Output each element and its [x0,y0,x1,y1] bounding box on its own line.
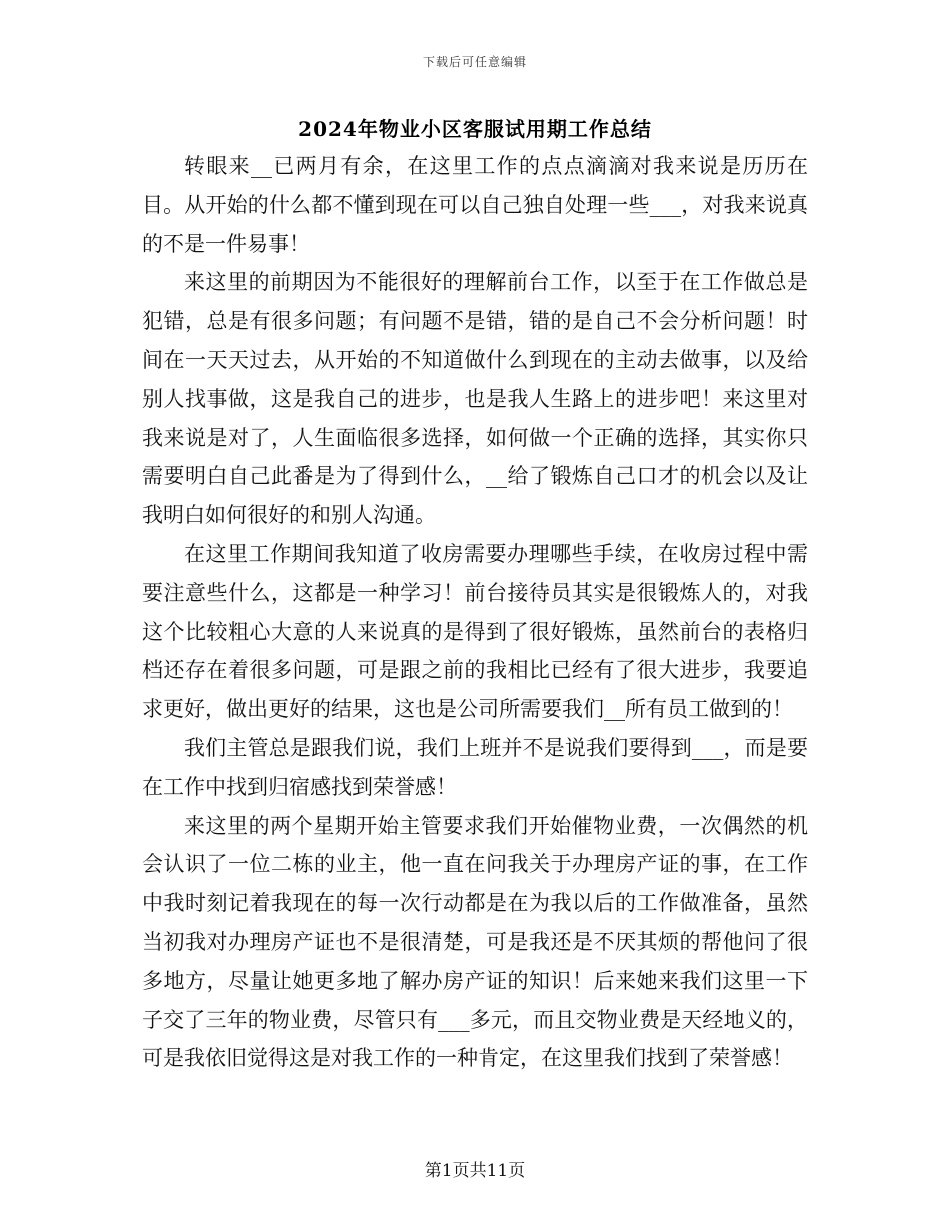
paragraph: 来这里的两个星期开始主管要求我们开始催物业费，一次偶然的机会认识了一位二栋的业主，他一直在问我关于办理房产证的事，在工作中我时刻记着我现在的每一次行动都是在为我以后的工作做准备，虽然当初我对办理房产证也不是很清楚，可是我还是不厌其烦的帮他问了很多地方，尽量让她更多地了解办房产证的知识！后来她来我们这里一下子交了三年的物业费，尽管只有___多元，而且交物业费是天经地义的，可是我依旧觉得这是对我工作的一种肯定，在这里我们找到了荣誉感！ [142,813,808,1071]
document-title: 2024年物业小区客服试用期工作总结 [298,117,652,141]
paragraph: 我们主管总是跟我们说，我们上班并不是说我们要得到___，而是要在工作中找到归宿感找到荣誉感！ [142,735,808,799]
paragraph: 来这里的前期因为不能很好的理解前台工作，以至于在工作做总是犯错，总是有很多问题；有问题不是错，错的是自己不会分析问题！时间在一天天过去，从开始的不知道做什么到现在的主动去做事，以及给别人找事做，这是我自己的进步，也是我人生路上的进步吧！来这里对我来说是对了，人生面临很多选择，如何做一个正确的选择，其实你只需要明白自己此番是为了得到什么，__给了锻炼自己口才的机会以及让我明白如何很好的和别人沟通。 [142,270,808,528]
paragraph: 转眼来__已两月有余，在这里工作的点点滴滴对我来说是历历在目。从开始的什么都不懂到现在可以自己独自处理一些___，对我来说真的不是一件易事！ [142,154,808,256]
document-body [142,147,808,1078]
page-number: 第1页共11页 [424,1161,526,1181]
paragraph: 在这里工作期间我知道了收房需要办理哪些手续，在收房过程中需要注意些什么，这都是一种学习！前台接待员其实是很锻炼人的，对我这个比较粗心大意的人来说真的是得到了很好锻炼，虽然前台的表格归档还存在着很多问题，可是跟之前的我相比已经有了很大进步，我要追求更好，做出更好的结果，这也是公司所需要我们__所有员工做到的！ [142,541,808,722]
header-note: 下载后可任意编辑 [422,55,527,69]
